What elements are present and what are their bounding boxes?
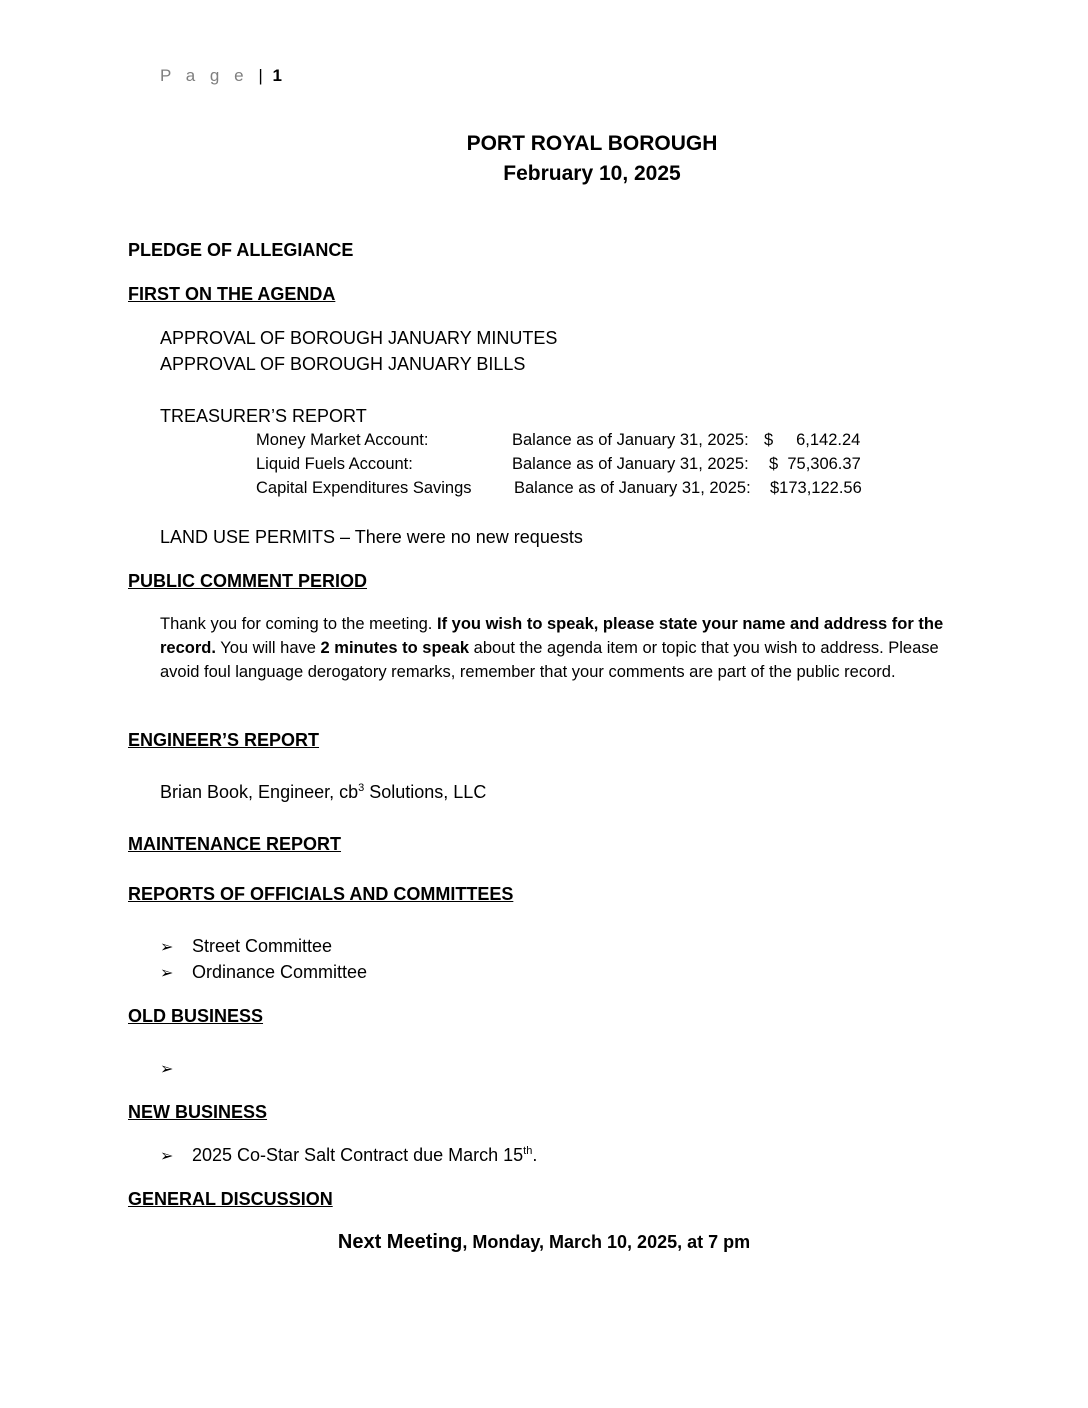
agenda-item-minutes: APPROVAL OF BOROUGH JANUARY MINUTES bbox=[160, 328, 558, 348]
land-use-permits: LAND USE PERMITS – There were no new requests bbox=[160, 527, 583, 547]
public-comment-heading: PUBLIC COMMENT PERIOD bbox=[128, 571, 368, 591]
account-amount: $173,122.56 bbox=[770, 479, 862, 497]
engineer-heading: ENGINEER’S REPORT bbox=[128, 730, 320, 750]
account-name: Money Market Account: bbox=[256, 431, 429, 449]
arrow-bullet-icon: ➢ bbox=[160, 939, 174, 956]
document-date: February 10, 2025 bbox=[503, 162, 681, 185]
account-balance-label: Balance as of January 31, 2025: bbox=[512, 455, 749, 473]
old-business-heading: OLD BUSINESS bbox=[128, 1006, 264, 1026]
account-balance-label: Balance as of January 31, 2025: bbox=[514, 479, 751, 497]
account-balance-label: Balance as of January 31, 2025: bbox=[512, 431, 749, 449]
public-comment-text: Thank you for coming to the meeting. If you wish to speak, please state your name and address for the record. You will have 2 minutes to speak about the agenda item or topic that you wish to address. Please avoid foul language derogatory remarks, remember that your comments are part of the public record. bbox=[160, 615, 944, 681]
treasurer-heading: TREASURER’S REPORT bbox=[160, 406, 367, 426]
arrow-bullet-icon: ➢ bbox=[160, 965, 174, 982]
account-name: Liquid Fuels Account: bbox=[256, 455, 413, 473]
new-business-heading: NEW BUSINESS bbox=[128, 1102, 268, 1122]
document-title: PORT ROYAL BOROUGH bbox=[466, 132, 718, 155]
next-meeting: Next Meeting, Monday, March 10, 2025, at 7 pm bbox=[337, 1231, 751, 1253]
list-item: ➢ 2025 Co-Star Salt Contract due March 15th. bbox=[160, 1145, 538, 1165]
list-item: ➢ Street Committee bbox=[160, 936, 333, 956]
account-amount: $ 6,142.24 bbox=[764, 431, 861, 449]
agenda-item-bills: APPROVAL OF BOROUGH JANUARY BILLS bbox=[160, 354, 526, 374]
list-item bbox=[160, 1058, 192, 1079]
engineer-line: Brian Book, Engineer, $cb^3$ Solutions, LLC bbox=[160, 782, 487, 802]
list-item: ➢ Ordinance Committee bbox=[160, 962, 368, 982]
general-discussion-heading: GENERAL DISCUSSION bbox=[128, 1189, 333, 1209]
arrow-bullet-icon: ➢ bbox=[160, 1148, 174, 1165]
first-agenda-heading: FIRST ON THE AGENDA bbox=[128, 284, 336, 304]
account-amount: $ 75,306.37 bbox=[769, 455, 861, 473]
pledge-heading: PLEDGE OF ALLEGIANCE bbox=[128, 240, 354, 260]
maintenance-heading: MAINTENANCE REPORT bbox=[128, 834, 342, 854]
reports-heading: REPORTS OF OFFICIALS AND COMMITTEES bbox=[128, 884, 514, 904]
account-name: Capital Expenditures Savings bbox=[256, 479, 472, 497]
arrow-bullet-icon: ➢ bbox=[160, 1061, 174, 1078]
page-number: P a g e | 1 bbox=[160, 66, 282, 85]
